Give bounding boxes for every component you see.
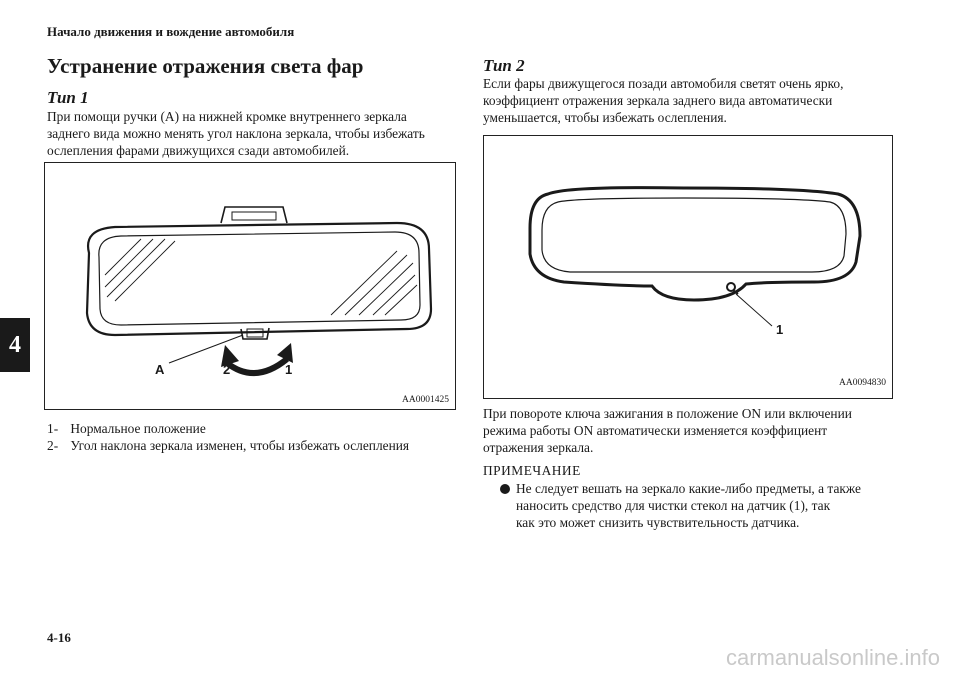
type2-line: коэффициент отражения зеркала заднего вида автоматически	[483, 93, 833, 108]
type1-line: При помощи ручки (A) на нижней кромке внутреннего зеркала	[47, 109, 407, 124]
mirror-type1-illustration	[45, 163, 455, 409]
type2-after-line: отражения зеркала.	[483, 440, 594, 455]
note-bullet	[500, 484, 510, 494]
note-line: как это может снизить чувствительность датчика.	[516, 515, 800, 530]
label-1: 1	[285, 362, 293, 377]
type2-line: уменьшается, чтобы избежать ослепления.	[483, 110, 727, 125]
section-title: Устранение отражения света фар	[47, 54, 364, 78]
type2-after-line: режима работы ON автоматически изменяется коэффициент	[483, 423, 828, 438]
figure-code: AA0094830	[839, 378, 886, 388]
note-title: ПРИМЕЧАНИЕ	[483, 463, 581, 478]
note-body	[516, 480, 906, 531]
figure-type1	[44, 162, 456, 410]
figure-type2	[483, 135, 893, 399]
type1-paragraph	[47, 108, 457, 159]
page-number: 4-16	[47, 630, 71, 645]
label-a: A	[155, 362, 165, 377]
type1-line: заднего вида можно менять угол наклона зеркала, чтобы избежать	[47, 126, 425, 141]
caption-item: 2- Угол наклона зеркала изменен, чтобы избежать ослепления	[47, 438, 410, 453]
type1-captions	[47, 420, 467, 454]
caption-item: 1- Нормальное положение	[47, 421, 206, 436]
chapter-tab: 4	[0, 318, 30, 372]
type2-paragraph	[483, 75, 903, 126]
note-line: наносить средство для чистки стекол на датчик (1), так	[516, 498, 831, 513]
watermark: carmanualsonline.info	[725, 645, 940, 670]
type1-title: Тип 1	[47, 88, 89, 107]
label-1-sensor: 1	[776, 322, 784, 337]
type2-after-paragraph	[483, 405, 903, 456]
type2-line: Если фары движущегося позади автомобиля светят очень ярко,	[483, 76, 844, 91]
type1-line: ослепления фарами движущихся сзади автомобилей.	[47, 143, 350, 158]
note-line: Не следует вешать на зеркало какие-либо предметы, а также	[516, 481, 861, 496]
label-2: 2	[223, 362, 231, 377]
type2-title: Тип 2	[483, 56, 525, 75]
mirror-type2-illustration	[484, 136, 892, 398]
running-header: Начало движения и вождение автомобиля	[47, 24, 295, 39]
type2-after-line: При повороте ключа зажигания в положение ON или включении	[483, 406, 852, 421]
figure-code: AA0001425	[402, 395, 449, 405]
